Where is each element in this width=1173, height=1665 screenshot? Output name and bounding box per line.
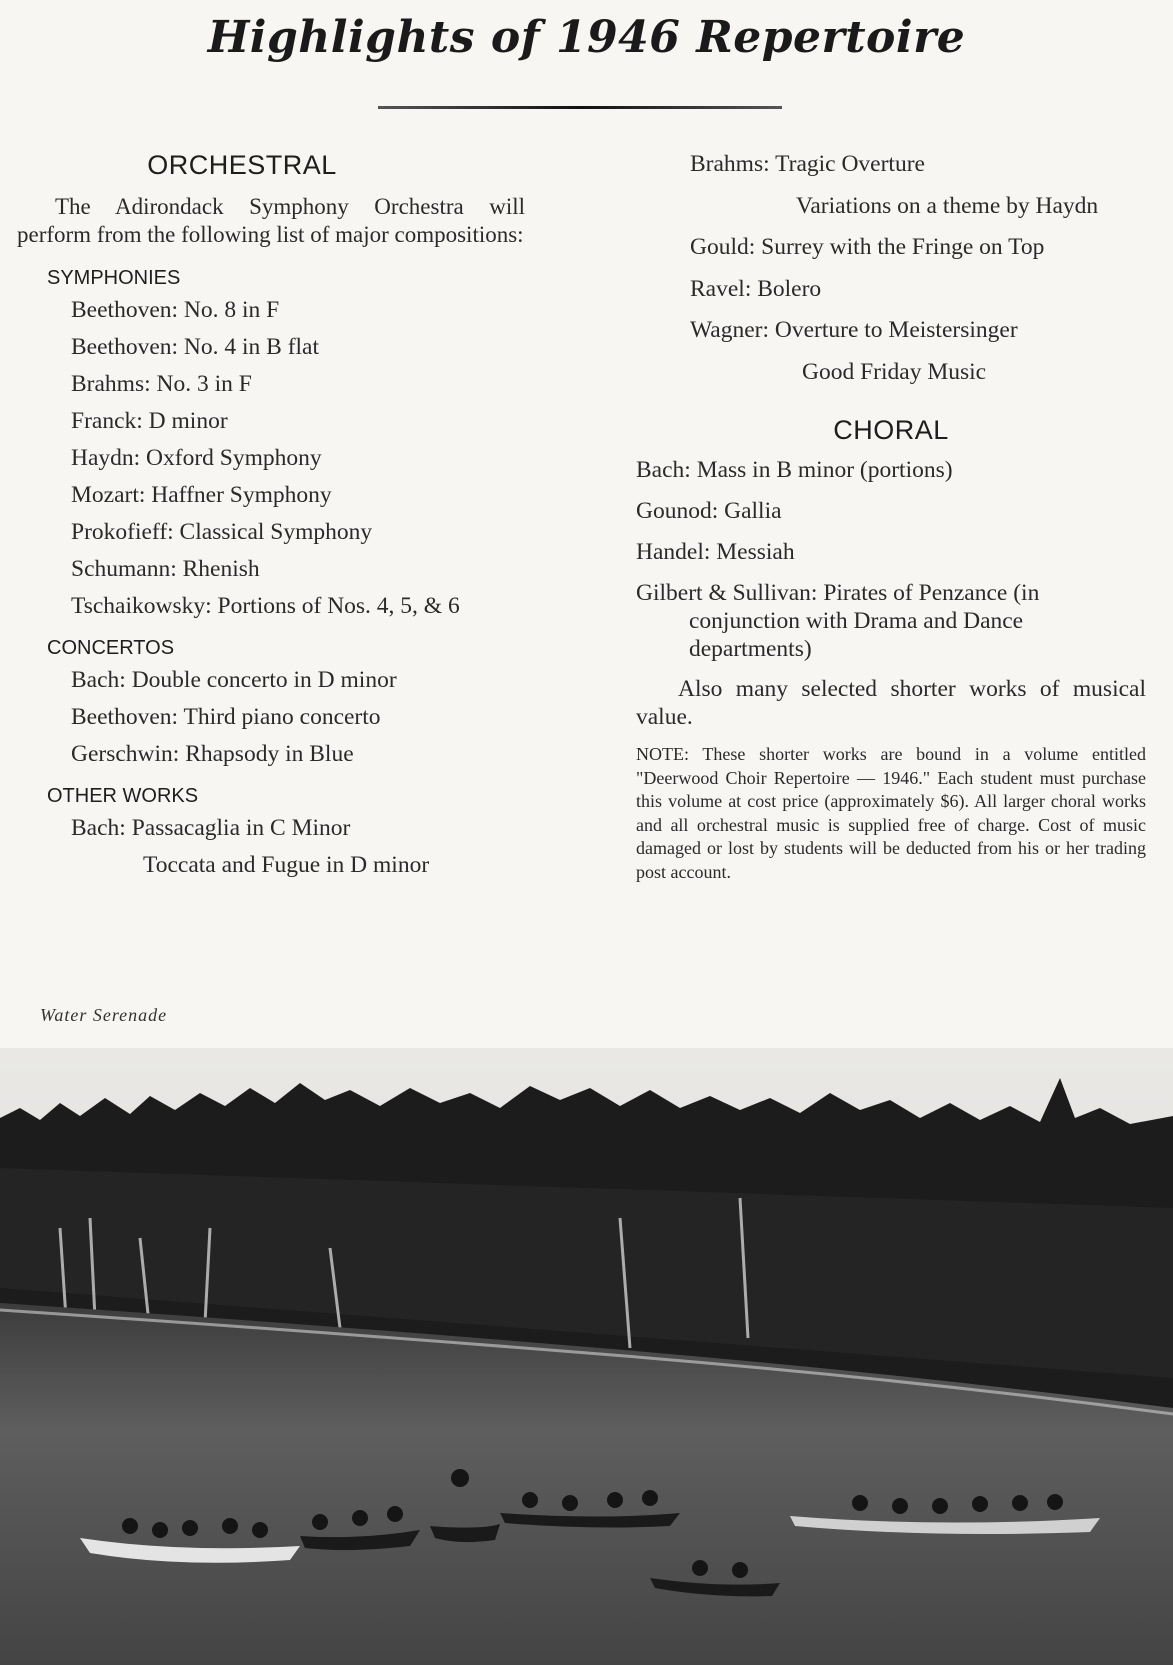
orchestral-continued-list [690,144,1146,393]
list-item: Gerschwin: Rhapsody in Blue [71,741,354,767]
list-item: Gould: Surrey with the Fringe on Top [690,234,1045,260]
list-item: Schumann: Rhenish [71,556,260,582]
symphonies-heading: SYMPHONIES [47,267,181,289]
list-item: Good Friday Music [802,358,987,385]
list-item: Handel: Messiah [636,539,795,565]
list-item: Beethoven: No. 4 in B flat [71,334,320,360]
water-serenade-photo [0,1048,1173,1665]
list-item: Beethoven: Third piano concerto [71,704,381,730]
orchestral-intro: The Adirondack Symphony Orchestra will perform from the following list of major compositions: [17,194,525,247]
right-column [636,150,1146,884]
list-item: Mozart: Haffner Symphony [71,482,332,508]
list-item: Bach: Mass in B minor (portions) [636,457,953,483]
list-item: Brahms: Tragic Overture [690,151,925,177]
page-title: Highlights of 1946 Repertoire [207,12,966,63]
list-item: Variations on a theme by Haydn [796,192,1099,219]
note-paragraph: NOTE: These shorter works are bound in a volume entitled "Deerwood Choir Repertoire — 1946." Each student must purchase this volume at cost price (approximately $6). All larger choral works and all orchestral music is supplied free of charge. Cost of music damaged or lost by students will be deducted from his or her trading post account. [636,744,1146,882]
list-item: Ravel: Bolero [690,275,822,302]
concertos-list [17,662,527,773]
also-paragraph: Also many selected shorter works of musical value. [636,676,1146,730]
list-item: Tschaikowsky: Portions of Nos. 4, 5, & 6 [71,593,460,619]
list-item: Toccata and Fugue in D minor [143,852,430,878]
other-works-list [17,810,527,884]
list-item: Haydn: Oxford Symphony [71,445,322,471]
symphonies-list [17,292,527,625]
left-column [17,150,527,884]
list-item: Beethoven: No. 8 in F [71,297,280,323]
title-divider [378,106,782,109]
list-item: Franck: D minor [71,408,228,434]
other-works-heading: OTHER WORKS [47,785,199,807]
list-item: Gounod: Gallia [636,498,782,524]
list-item: Wagner: Overture to Meistersinger [690,317,1018,343]
list-item: Brahms: No. 3 in F [71,371,252,397]
list-item: Bach: Passacaglia in C Minor [71,815,351,841]
concertos-heading: CONCERTOS [47,637,175,659]
orchestral-heading: ORCHESTRAL [147,150,337,180]
choral-heading: CHORAL [833,415,949,445]
list-item: Prokofieff: Classical Symphony [71,519,373,545]
gilbert-sullivan-item: Gilbert & Sullivan: Pirates of Penzance (in conjunction with Drama and Dance departments) [636,580,1040,662]
choral-list [636,450,1146,573]
list-item: Bach: Double concerto in D minor [71,667,397,693]
photo-caption: Water Serenade [40,1005,168,1025]
